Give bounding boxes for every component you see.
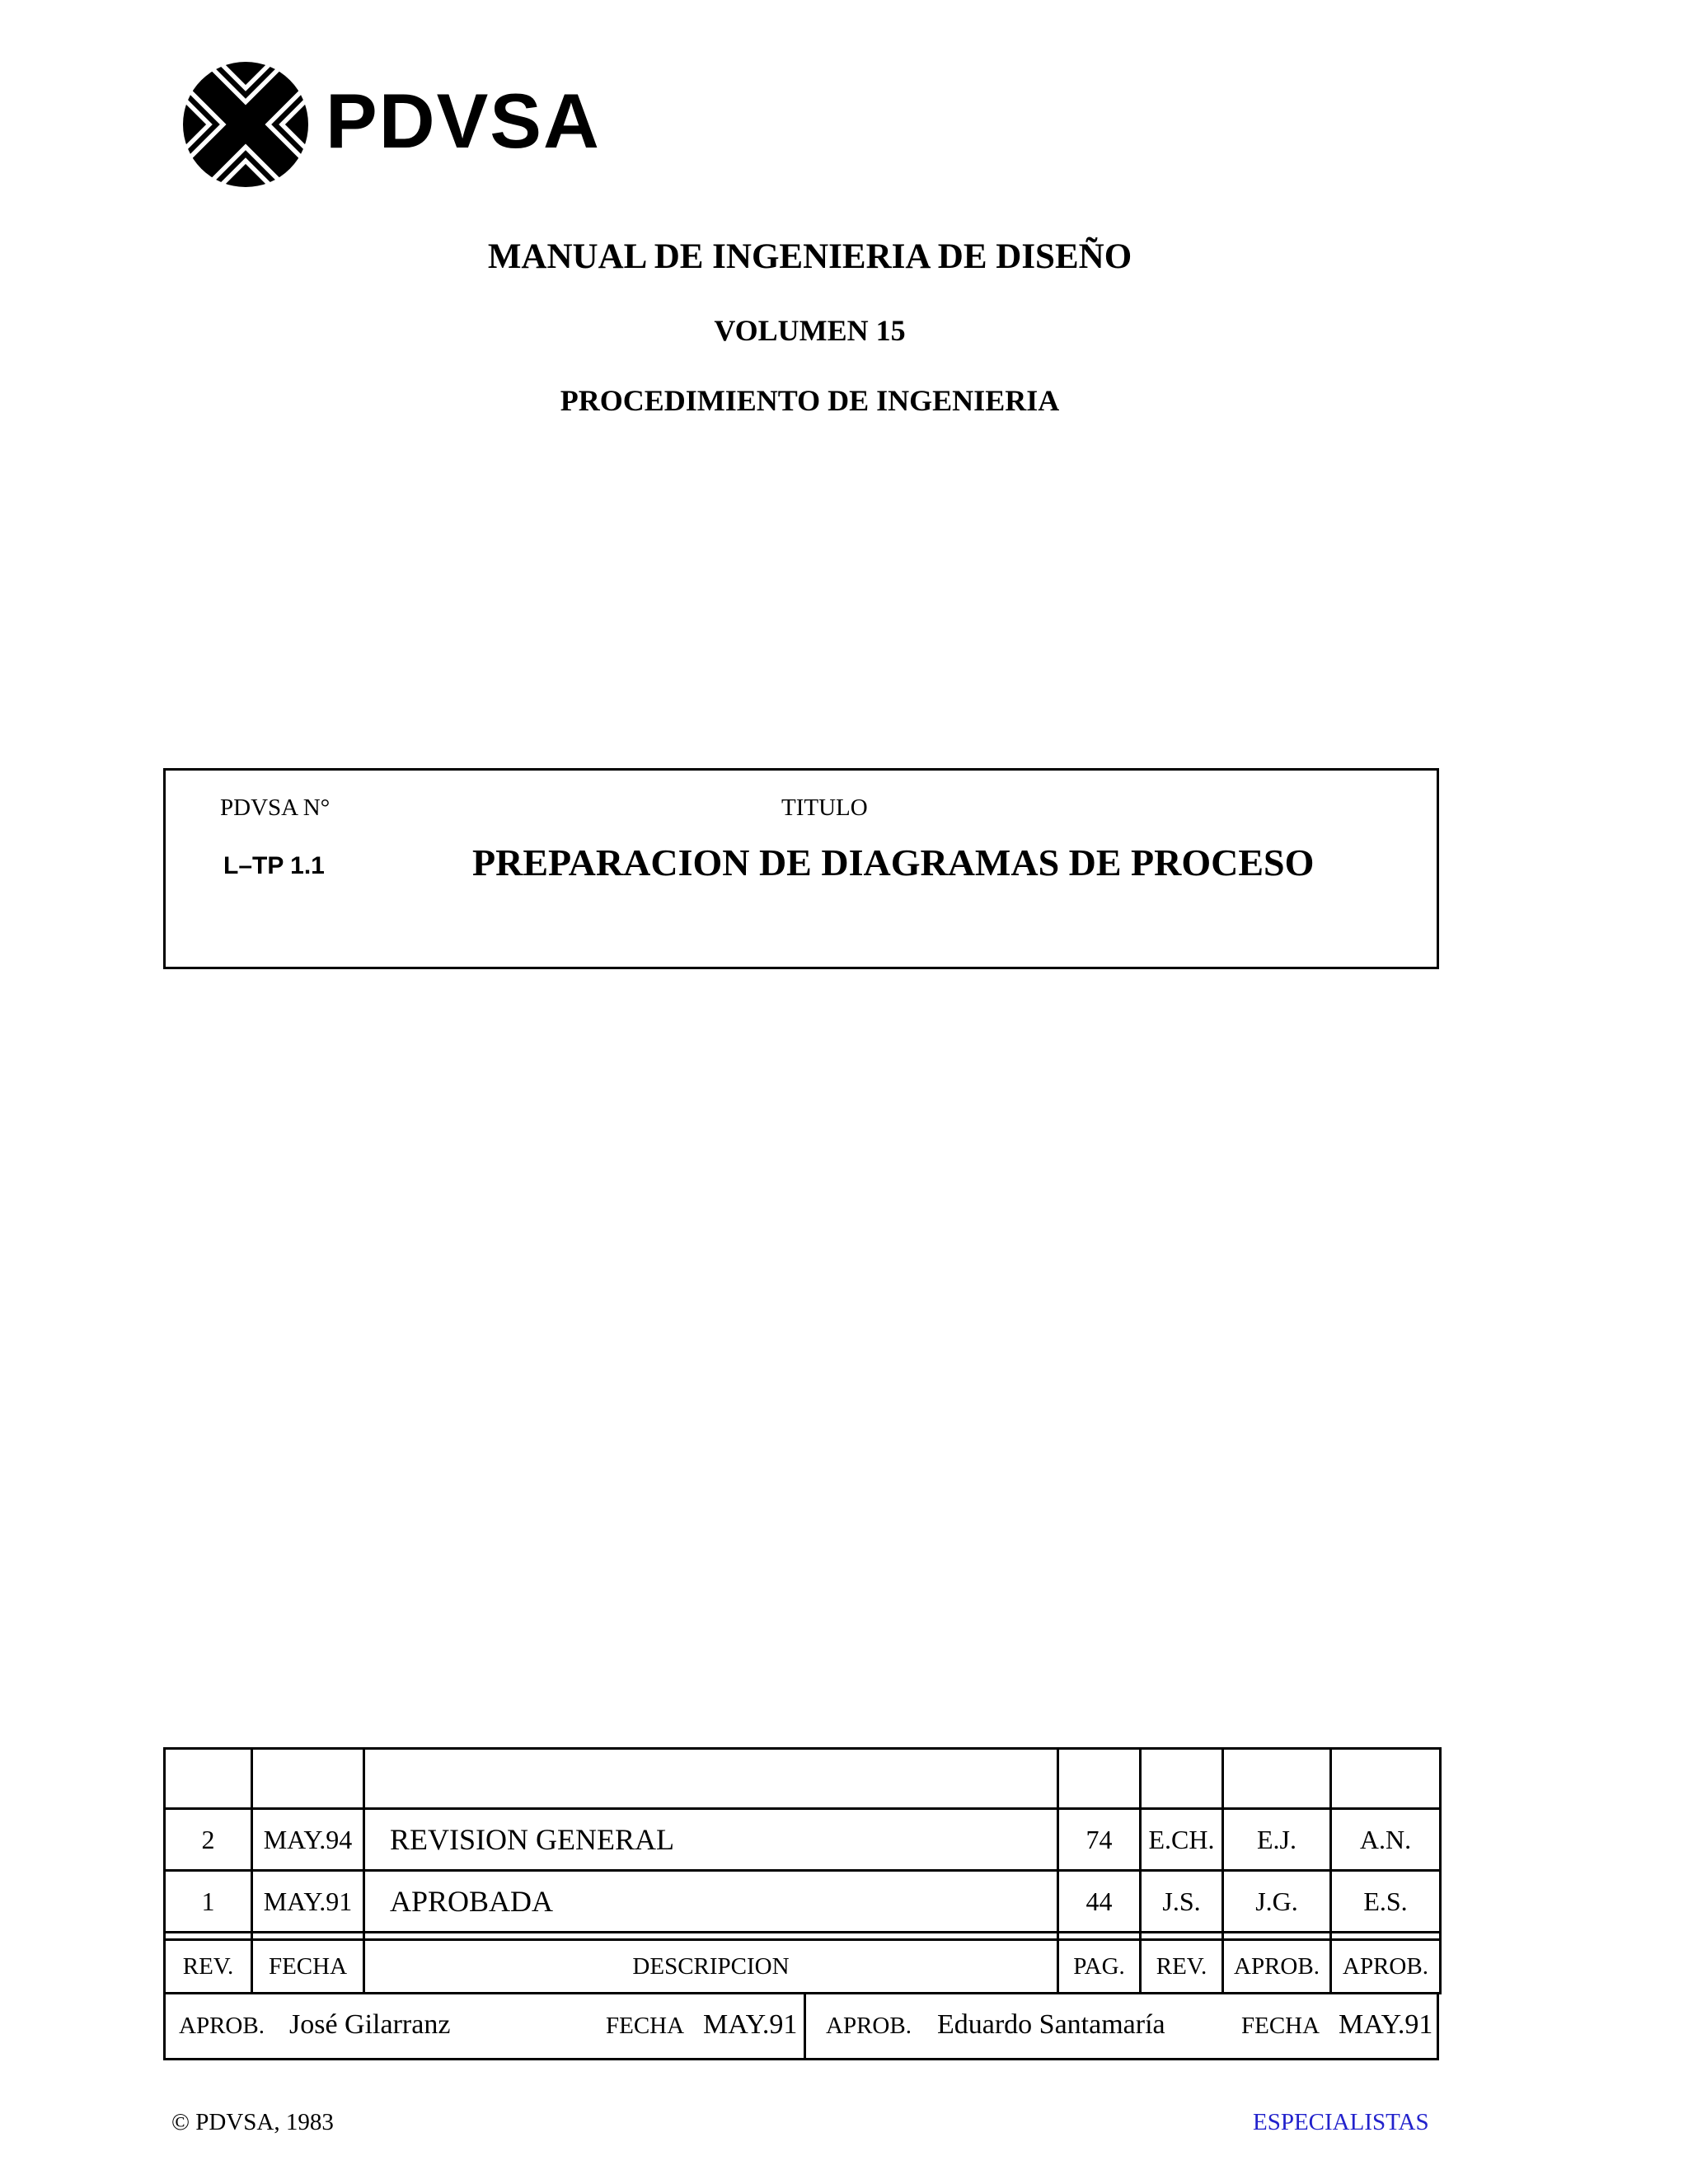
- table-row: [165, 1871, 1441, 1933]
- logo-wordmark: PDVSA: [326, 77, 601, 164]
- approved-2-cell: A.N.: [1331, 1809, 1441, 1871]
- header-rev-by: REV.: [1141, 1940, 1223, 1994]
- header-approved-1: APROB.: [1223, 1940, 1331, 1994]
- description-cell: APROBADA: [364, 1871, 1058, 1933]
- volume-label: VOLUMEN 15: [714, 314, 906, 347]
- approval-right-name: Eduardo Santamaría: [937, 2009, 1165, 2040]
- rev-by-cell: E.CH.: [1141, 1809, 1223, 1871]
- approval-left-name: José Gilarranz: [289, 2009, 451, 2040]
- approval-left-date: MAY.91: [703, 2009, 798, 2040]
- document-title: PREPARACION DE DIAGRAMAS DE PROCESO: [472, 841, 1315, 883]
- pages-cell: 74: [1058, 1809, 1141, 1871]
- description-cell: REVISION GENERAL: [364, 1809, 1058, 1871]
- copyright-notice: © PDVSA, 1983: [171, 2109, 334, 2135]
- approved-2-cell: E.S.: [1331, 1871, 1441, 1933]
- approval-divider: [804, 1993, 806, 2058]
- document-number-label: PDVSA N°: [220, 794, 331, 821]
- pages-cell: 44: [1058, 1871, 1141, 1933]
- document-title-box: [163, 768, 1439, 969]
- rev-by-cell: J.S.: [1141, 1871, 1223, 1933]
- document-title-label: TITULO: [781, 794, 868, 821]
- table-double-rule: [165, 1933, 1441, 1940]
- procedure-label: PROCEDIMIENTO DE INGENIERIA: [560, 384, 1060, 417]
- pdvsa-sunburst-logo-icon: [183, 62, 308, 187]
- date-cell: MAY.91: [252, 1871, 364, 1933]
- header-approved-2: APROB.: [1331, 1940, 1441, 1994]
- header-pages: PAG.: [1058, 1940, 1141, 1994]
- approval-right-date-label: FECHA: [1241, 2013, 1320, 2039]
- revision-header-row: [165, 1940, 1441, 1994]
- revision-empty-row: [165, 1749, 1441, 1809]
- approved-1-cell: J.G.: [1223, 1871, 1331, 1933]
- header-rev: REV.: [165, 1940, 252, 1994]
- approval-right-label: APROB.: [826, 2013, 912, 2039]
- header-date: FECHA: [252, 1940, 364, 1994]
- header-description: DESCRIPCION: [364, 1940, 1058, 1994]
- revision-table: [163, 1747, 1442, 1994]
- document-number: L–TP 1.1: [223, 852, 325, 879]
- approval-left-date-label: FECHA: [606, 2013, 685, 2039]
- section-label: ESPECIALISTAS: [1253, 2109, 1429, 2135]
- approval-row: [163, 1993, 1439, 2060]
- approved-1-cell: E.J.: [1223, 1809, 1331, 1871]
- approval-left-label: APROB.: [179, 2013, 265, 2039]
- date-cell: MAY.94: [252, 1809, 364, 1871]
- table-row: [165, 1809, 1441, 1871]
- rev-cell: 2: [165, 1809, 252, 1871]
- manual-title: MANUAL DE INGENIERIA DE DISEÑO: [487, 237, 1132, 276]
- rev-cell: 1: [165, 1871, 252, 1933]
- approval-right-date: MAY.91: [1339, 2009, 1433, 2040]
